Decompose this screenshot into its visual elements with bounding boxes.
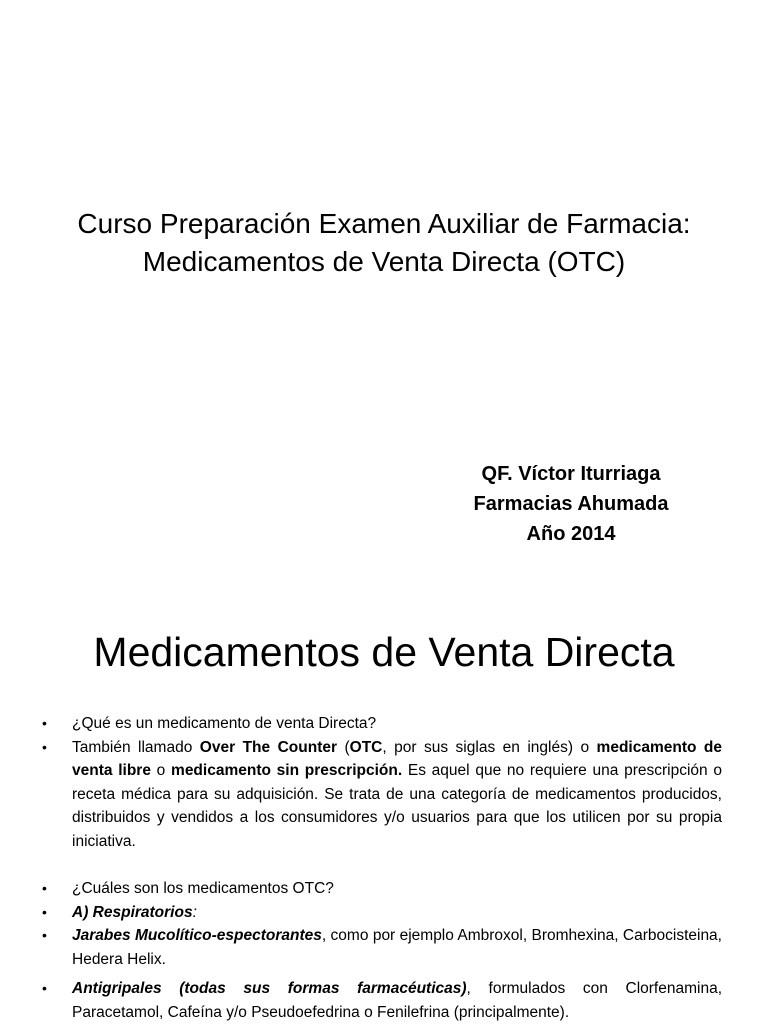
question-which: ¿Cuáles son los medicamentos OTC? [72,880,334,897]
definition-text: , por sus siglas en inglés) o [382,738,597,756]
bullet-icon: • [42,880,47,896]
definition-text: o [150,762,172,779]
course-title-line1: Curso Preparación Examen Auxiliar de Farmacia: [77,208,691,239]
course-title-line2: Medicamentos de Venta Directa (OTC) [142,246,626,277]
category-colon: : [192,903,197,921]
bullet-icon: • [42,980,47,996]
category-respiratorios: A) Respiratorios [72,903,193,921]
jarabes-text: , como por ejemplo Ambroxol, Bromhexina, Carbocisteina, Hedera Helix. [72,927,722,968]
list-item [40,877,722,901]
list-item [40,977,722,1024]
definition-term-otc-full: Over The Counter [199,738,338,756]
list-item [40,736,722,854]
course-title [0,205,768,281]
list-item [40,901,722,925]
question-what: ¿Qué es un medicamento de venta Directa? [72,715,377,732]
list-item [40,924,722,971]
list-item [40,712,722,736]
author-name: QF. Víctor Iturriaga [481,463,661,485]
jarabes-label: Jarabes Mucolítico-espectorantes [72,927,322,944]
definition-term-venta-libre: medicamento de venta libre [72,738,723,779]
author-info [440,459,702,549]
definition-text: También llamado [72,738,200,756]
definition-text: Es aquel que no requiere una prescripción o receta médica para su adquisición. Se trata de una categoría de medicamentos producidos, distribuidos y vendidos a los consumidores y/o usuarios para que los utilicen por su propia iniciativa. [72,762,722,850]
slide-title: Medicamentos de Venta Directa [93,629,675,675]
content-slide [0,600,768,1024]
bullet-icon: • [42,715,47,731]
author-year: Año 2014 [526,523,616,545]
definition-term-otc: OTC [349,738,383,756]
bullet-icon: • [42,927,47,943]
antigripales-label: Antigripales (todas sus formas farmacéuticas) [72,980,467,997]
author-company: Farmacias Ahumada [473,493,669,515]
bullet-icon: • [42,738,47,755]
antigripales-text: , formulados con Clorfenamina, Paracetamol, Cafeína y/o Pseudoefedrina o Fenilefrina (principalmente). [72,980,722,1021]
definition-text: ( [337,738,350,756]
bullet-icon: • [42,903,47,920]
bullet-list [40,712,722,1024]
definition-term-sin-prescripcion: medicamento sin prescripción. [171,762,403,779]
